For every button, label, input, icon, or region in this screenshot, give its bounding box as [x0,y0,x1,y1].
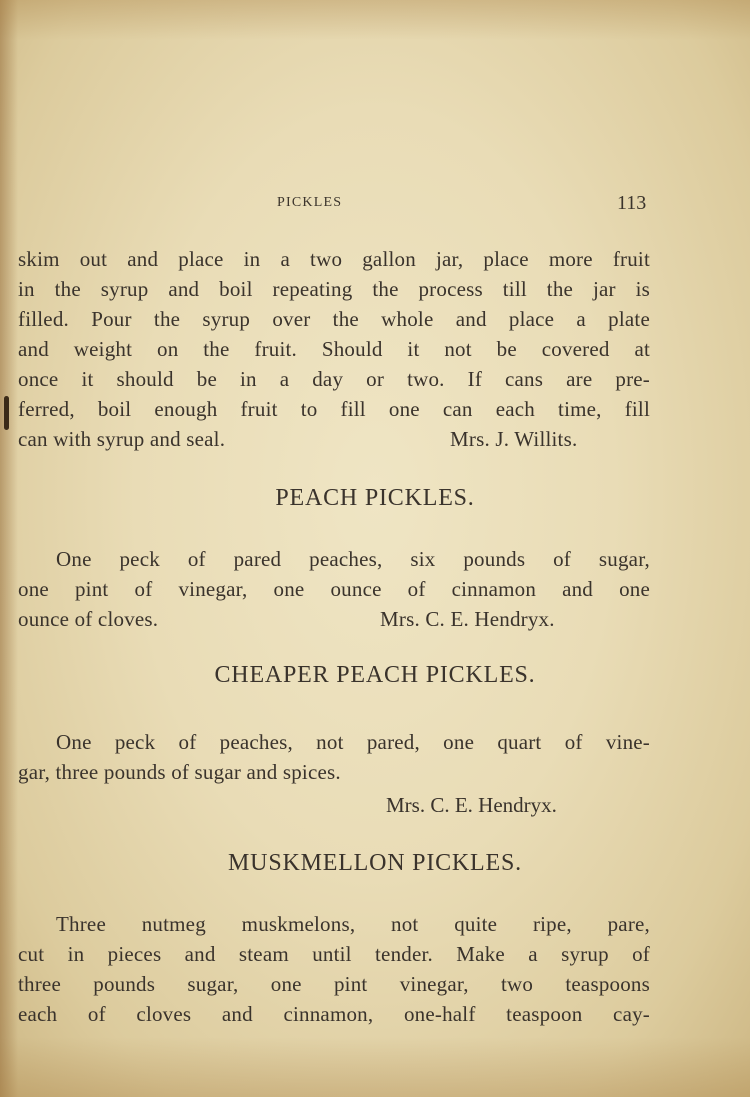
paragraph-line: Three nutmeg muskmelons, not quite ripe, pare, [56,912,650,936]
paragraph-line: filled. Pour the syrup over the whole and place a plate [18,307,650,331]
running-header [0,192,750,216]
paragraph-line: and weight on the fruit. Should it not be covered at [18,337,650,361]
paragraph-line: each of cloves and cinnamon, one-half teaspoon cay- [18,1002,650,1026]
paragraph-line: skim out and place in a two gallon jar, place more fruit [18,247,650,271]
page-number: 113 [617,192,647,214]
paragraph-line: cut in pieces and steam until tender. Make a syrup of [18,942,650,966]
paragraph-closing-line [18,424,650,454]
recipe-title: CHEAPER PEACH PICKLES. [214,662,536,688]
recipe-body [18,544,650,634]
page-bottom-shadow [0,1037,750,1097]
recipe-attribution: Mrs. C. E. Hendryx. [380,607,555,631]
recipe-body [18,909,650,1029]
recipe-attribution: Mrs. C. E. Hendryx. [386,793,557,817]
continuation-paragraph [18,244,650,454]
page-edge-shadow [0,0,18,1097]
page-top-shadow [0,0,750,40]
paragraph-line: ounce of cloves. [18,607,159,631]
running-title: PICKLES [277,195,343,210]
paragraph-line: can with syrup and seal. [18,427,226,451]
recipe-title: MUSKMELLON PICKLES. [228,850,522,876]
paragraph-line: once it should be in a day or two. If cans are pre- [18,367,650,391]
paragraph-closing-line [18,604,650,634]
paragraph-line: One peck of pared peaches, six pounds of sugar, [56,547,650,571]
paragraph-line: ferred, boil enough fruit to fill one can each time, fill [18,397,650,421]
paragraph-line: one pint of vinegar, one ounce of cinnamon and one [18,577,650,601]
paragraph-line: three pounds sugar, one pint vinegar, two teaspoons [18,972,650,996]
paragraph-line: One peck of peaches, not pared, one quart of vine- [56,730,650,754]
recipe-body [18,727,650,787]
recipe-attribution: Mrs. J. Willits. [450,427,578,451]
paragraph-line: in the syrup and boil repeating the process till the jar is [18,277,650,301]
margin-ink-mark [4,396,9,430]
paragraph-line: gar, three pounds of sugar and spices. [18,760,341,784]
recipe-title: PEACH PICKLES. [275,485,475,511]
